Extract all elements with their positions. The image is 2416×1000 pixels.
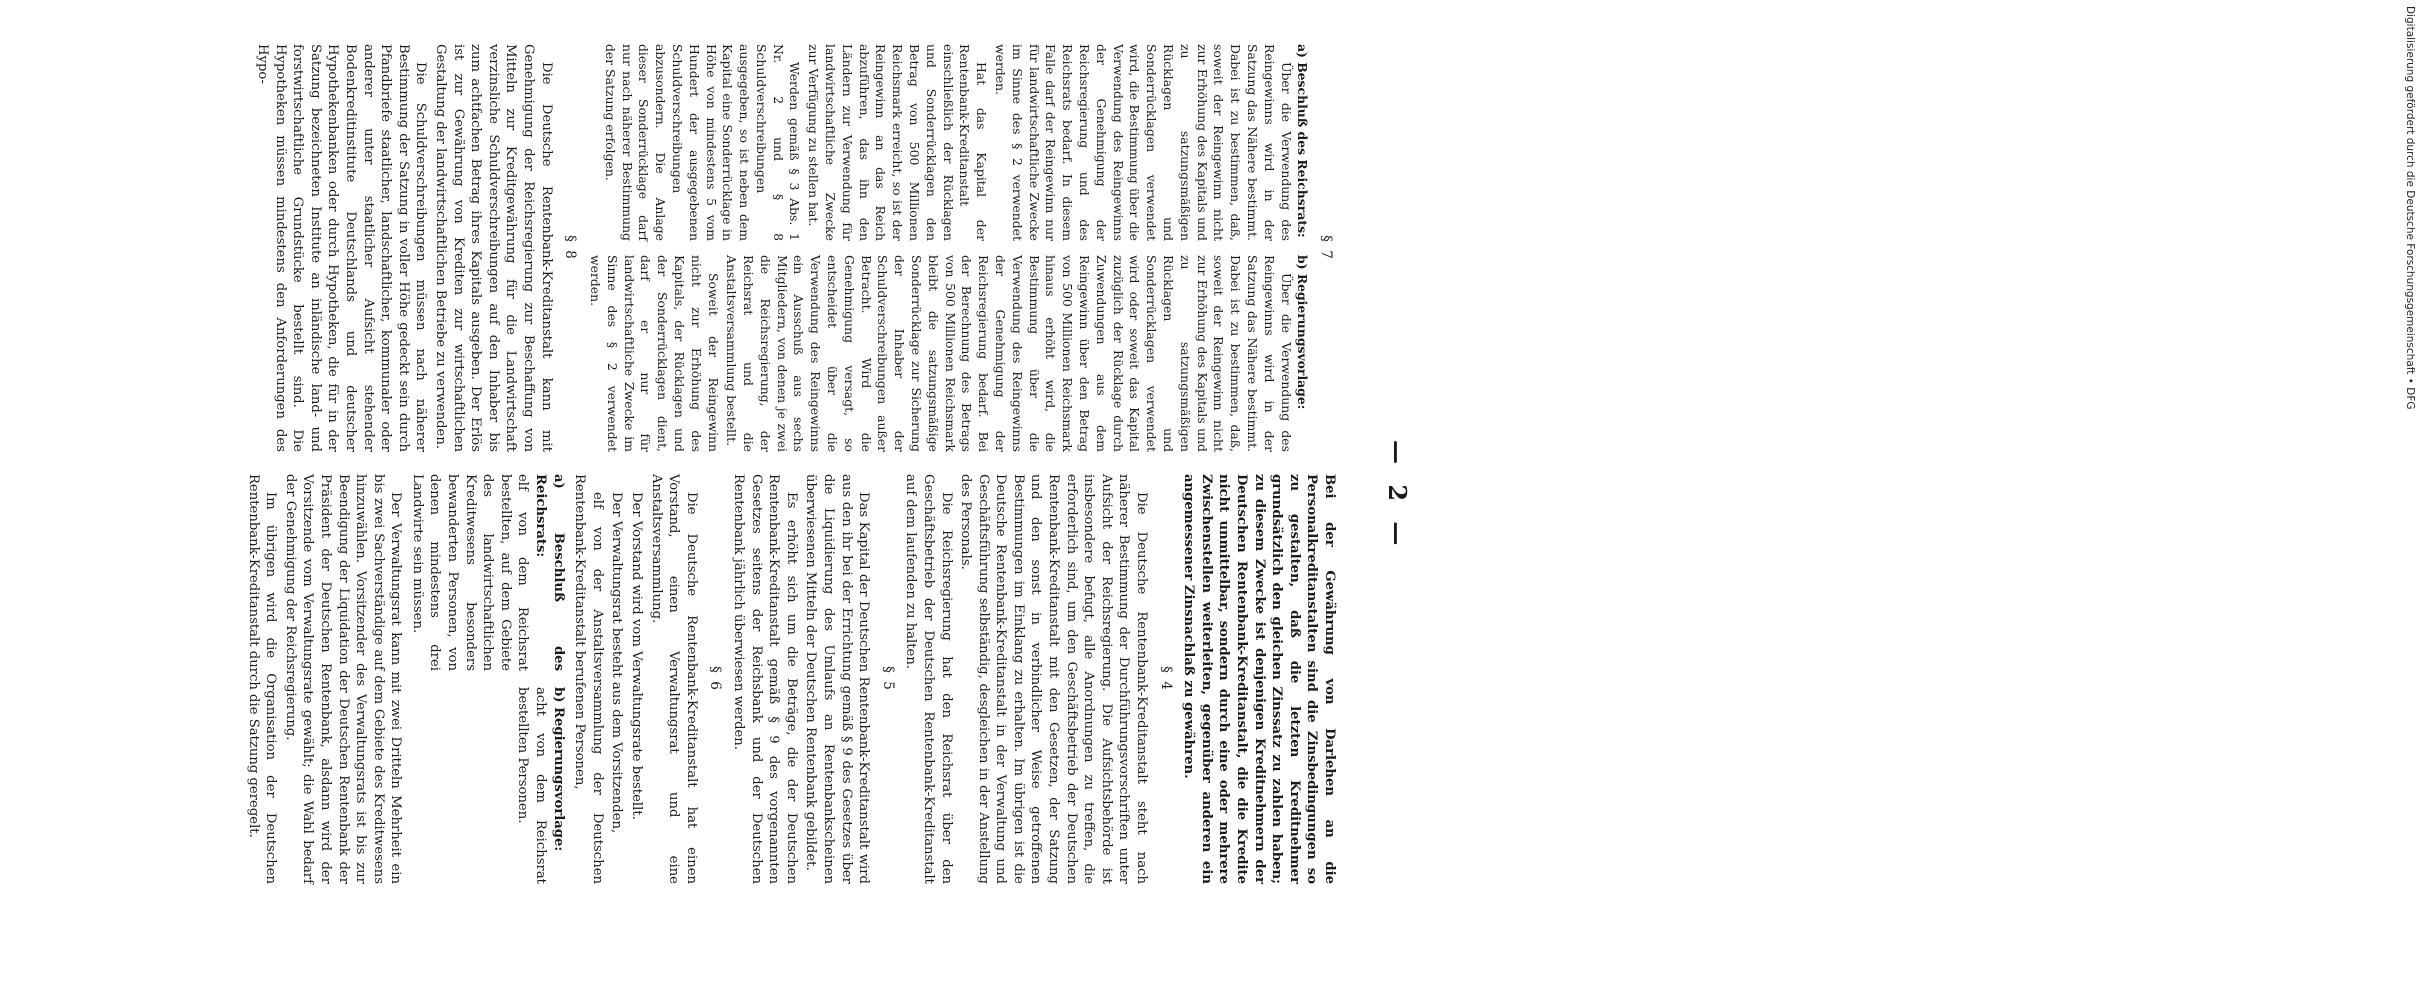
section-6-paragraph: Der Verwaltungsrat kann mit zwei Dritteln Mehrheit ein bis zwei Sachverständige auf dem Gebiete des Kreditwesens hinzuwählen. Vorsitzender des Verwaltungsrats ist bis zur Beendigung der Liquidation der Deutschen Rentenbank der Präsident der Deutschen Rentenbank, alsdann wird der Vorsitzende vom Verwaltungsrate gewählt; die Wahl bedarf der Genehmigung der Reichsregierung. <box>282 474 404 884</box>
variant-a-text: elf von dem Reichsrat bestellten, auf dem Gebiete des landwirtschaftlichen Kreditwesens besonders bewanderten Personen, von denen mindestens drei Landwirte sein müssen. <box>409 474 531 671</box>
left-column <box>242 474 1338 884</box>
variant-b-label: b) Regierungsvorlage: <box>1295 255 1311 410</box>
section-6-variants <box>408 474 566 884</box>
right-column <box>251 44 1340 452</box>
section-4-paragraph: Die Reichsregierung hat den Reichsrat über den Geschäftsbetrieb der Deutschen Rentenbank-Kreditanstalt auf dem laufenden zu halten. <box>903 474 954 884</box>
section-7-variant-b <box>584 255 1310 452</box>
section-7-variant-a <box>584 44 1310 241</box>
variant-a-paragraph: Hat das Kapital der Rentenbank-Kreditanstalt einschließlich der Rücklagen und Sonderrücklagen den Betrag von 500 Millionen Reichsmark erreicht, so ist der Reingewinn an das Reich abzuführen, das ihn den Ländern zur Verwendung für landwirtschaftliche Zwecke zur Verfügung zu stellen hat. <box>806 44 990 241</box>
variant-b-text: acht von dem Reichsrat bestellten Personen. <box>515 687 549 884</box>
dfg-watermark-text: Digitalisierung gefördert durch die Deutsche Forschungsgemeinschaft • DFG <box>2404 6 2416 410</box>
intro-paragraph: Bei der Gewährung von Darlehen an die Personalkreditanstalten sind die Zinsbedingungen so zu gestalten, daß die letzten Kreditnehmer grundsätzlich den gleichen Zinssatz zu zahlen haben; zu diesem Zwecke ist denjenigen Kreditnehmern der Deutschen Rentenbank-Kreditanstalt, die die Kredite nicht unmittelbar, sondern durch eine oder mehrere Zwischenstellen weiterleiten, gegenüber anderen ein angemessener Zinsnachlaß zu gewähren. <box>1181 474 1337 884</box>
variant-b-paragraph: Soweit der Reingewinn nicht zur Erhöhung des Kapitals, der Rücklagen und der Sonderrücklagen dient, darf er nur für landwirtschaftliche Zwecke im Sinne des § 2 verwendet werden. <box>587 255 721 452</box>
section-7-variants <box>584 44 1310 452</box>
variant-a-label: a) Beschluß des Reichsrats: <box>533 474 566 671</box>
section-4-heading: § 4 <box>1157 666 1174 692</box>
section-6-paragraph: Die Deutsche Rentenbank-Kreditanstalt hat einen Vorstand, einen Verwaltungsrat und eine Anstaltsversammlung. <box>648 474 699 884</box>
section-7-heading: § 7 <box>1318 235 1334 261</box>
section-6-paragraph: Im übrigen wird die Organisation der Deutschen Rentenbank-Kreditanstalt durch die Satzung geregelt. <box>245 474 279 884</box>
variant-b-paragraph: Über die Verwendung des Reingewinns wird in der Satzung das Nähere bestimmt. Dabei ist zu bestimmen, daß, soweit der Reingewinn nicht zur Erhöhung des Kapitals und zu satzungsmäßigen Rücklagen und Sonderrücklagen verwendet wird oder soweit das Kapital zuzüglich der Rücklage durch Zuwendungen aus dem Reingewinn über den Betrag von 500 Millionen Reichsmark hinaus erhöht wird, die Bestimmung über die Verwendung des Reingewinns der Genehmigung der Reichsregierung bedarf. Bei der Berechnung des Betrags von 500 Millionen Reichsmark bleibt die satzungsmäßige Sonderrücklage zur Sicherung der Inhaber der Schuldverschreibungen außer Betracht. Wird die Genehmigung versagt, so entscheidet über die Verwendung des Reingewinns ein Ausschuß aus sechs Mitgliedern, von denen je zwei die Reichsregierung, der Reichsrat und die Anstaltsversammlung bestellt. <box>724 255 1294 452</box>
dfg-watermark <box>1416 6 2416 994</box>
section-8-paragraph: Die Schuldverschreibungen müssen nach näherer Bestimmung der Satzung in voller Höhe gedeckt sein durch Pfandbriefe staatlicher, landschaftlicher, kommunaler oder anderer unter staatlicher Aufsicht stehender Bodenkreditinstitute Deutschlands und deutscher Hypothekenbanken oder durch Hypotheken, die für in der Satzung bezeichneten Institute an inländische land- und forstwirtschaftliche Grundstücke bestellt sind. Die Hypotheken müssen mindestens den Anforderungen des Hypo- <box>255 44 429 452</box>
section-5-heading: § 5 <box>879 666 896 692</box>
section-5-paragraph: Das Kapital der Deutschen Rentenbank-Kreditanstalt wird aus den ihr bei der Errichtung gemäß § 9 des Gesetzes über die Liquidierung des Umlaufs an Rentenbankscheinen überwiesenen Mitteln der Deutschen Rentenbank gebildet. <box>803 474 872 884</box>
section-6-paragraph: elf von der Anstaltsversammlung der Deutschen Rentenbank-Kreditanstalt berufenen Personen, <box>572 474 605 884</box>
variant-a-label: a) Beschluß des Reichsrats: <box>1295 44 1311 238</box>
section-4-paragraph: Die Deutsche Rentenbank-Kreditanstalt steht nach näherer Bestimmung der Durchführungsvorschriften unter Aufsicht der Reichsregierung. Die Aufsichtsbehörde ist insbesondere befugt, alle Anordnungen zu treffen, die erforderlich sind, um den Geschäftsbetrieb der Deutschen Rentenbank-Kreditanstalt mit den Gesetzen, der Satzung und den sonst in verbindlicher Weise getroffenen Bestimmungen im Einklang zu erhalten. Im übrigen ist die Deutsche Rentenbank-Kreditanstalt in der Verwaltung und Geschäftsführung selbständig, desgleichen in der Anstellung des Personals. <box>958 474 1150 884</box>
section-5-paragraph: Es erhöht sich um die Beträge, die der Deutschen Rentenbank-Kreditanstalt gemäß § 9 des vorgenannten Gesetzes seitens der Reichsbank und der Deutschen Rentenbank jährlich überwiesen werden. <box>731 474 799 884</box>
page-number: — 2 — <box>1383 440 1412 552</box>
section-6-variant-a <box>408 474 566 671</box>
section-6-heading: § 6 <box>707 666 724 692</box>
variant-a-paragraph: Werden gemäß § 3 Abs. 1 Nr. 2 und § 8 Schuldverschreibungen ausgegeben, so ist neben dem Kapital eine Sonderrücklage in Höhe von mindestens 5 vom Hundert der ausgegebenen Schuldverschreibungen abzusondern. Die Anlage dieser Sonderrücklage darf nur nach näherer Bestimmung der Satzung erfolgen. <box>602 44 803 241</box>
section-6-variant-b <box>408 687 566 884</box>
section-8-heading: § 8 <box>562 235 579 261</box>
variant-b-label: b) Regierungsvorlage: <box>550 687 566 852</box>
variant-a-paragraph: Über die Verwendung des Reingewinns wird in der Satzung das Nähere bestimmt. Dabei ist zu bestimmen, daß, soweit der Reingewinn nicht zur Erhöhung des Kapitals und zu satzungsmäßigen Rücklagen und Sonderrücklagen verwendet wird, die Bestimmung über die Verwendung des Reingewinns der Genehmigung der Reichsregierung und des Reichsrats bedarf. In diesem Falle darf der Reingewinn nur für landwirtschaftliche Zwecke im Sinne des § 2 verwendet werden. <box>993 44 1294 241</box>
section-8-paragraph: Die Deutsche Rentenbank-Kreditanstalt kann mit Genehmigung der Reichsregierung zur Beschaffung von Mitteln zur Kreditgewährung für die Landwirtschaft verzinsliche Schuldverschreibungen auf den Inhaber bis zum achtfachen Betrag ihres Kapitals ausgeben. Der Erlös ist zur Gewährung von Krediten zur wirtschaftlichen Gestaltung der landwirtschaftlichen Betriebe zu verwenden. <box>432 44 554 452</box>
section-6-paragraph: Der Verwaltungsrat besteht aus dem Vorsitzenden, <box>609 492 625 834</box>
section-6-paragraph: Der Vorstand wird vom Verwaltungsrate bestellt. <box>629 492 645 820</box>
